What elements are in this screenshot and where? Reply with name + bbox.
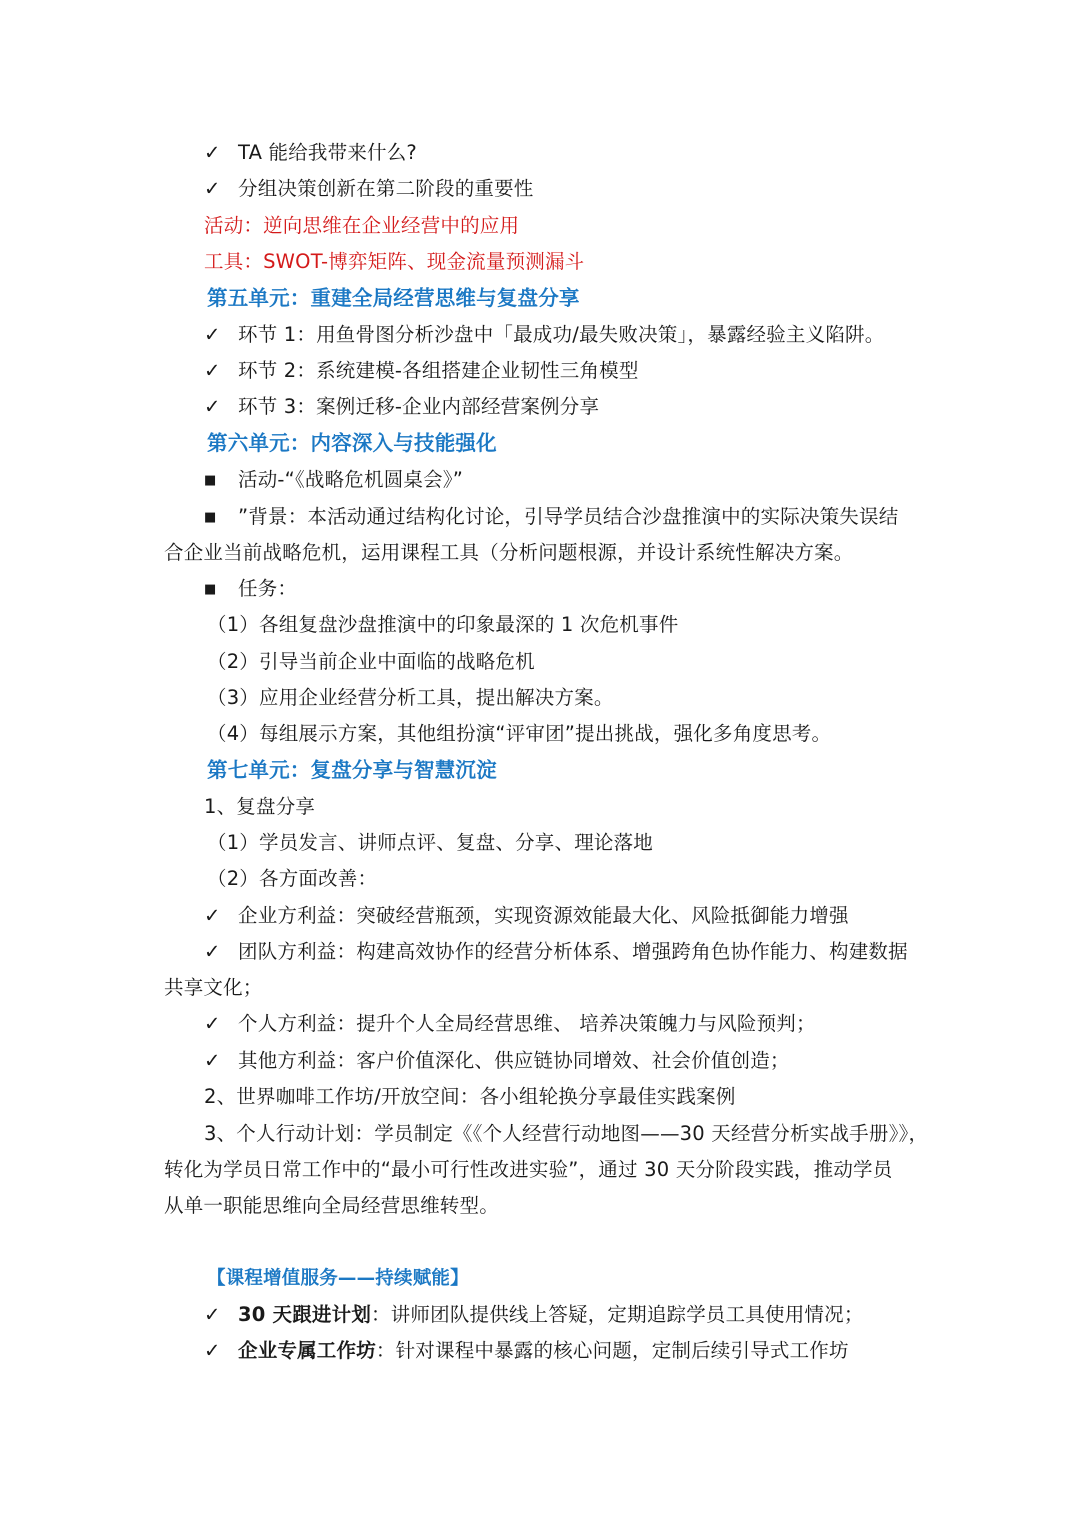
- section-item: 2、世界咖啡工作坊/开放空间：各小组轮换分享最佳实践案例: [204, 1085, 736, 1108]
- item-text: 企业方利益：突破经营瓶颈，实现资源效能最大化、风险抵御能力增强: [238, 904, 849, 927]
- task-item: （1）各组复盘沙盘推演中的印象最深的 1 次危机事件: [207, 613, 679, 636]
- item-text: 个人方利益：提升个人全局经营思维、 培养决策魄力与风险预判；: [238, 1012, 816, 1035]
- check-item: [204, 1011, 816, 1037]
- item-text: ”背景：本活动通过结构化讨论，引导学员结合沙盘推演中的实际决策失误结: [238, 505, 899, 528]
- item-text: 任务：: [238, 577, 298, 600]
- paragraph-continuation: 转化为学员日常工作中的“最小可行性改进实验”，通过 30 天分阶段实践，推动学员: [164, 1158, 893, 1181]
- item-text: 活动-“《战略危机圆桌会》”: [238, 468, 464, 491]
- square-item: [204, 504, 898, 531]
- square-bullet-icon: ■: [204, 510, 217, 525]
- check-mark-icon: ✓: [204, 359, 221, 382]
- paragraph-continuation: 从单一职能思维向全局经营思维转型。: [164, 1194, 499, 1217]
- task-item: （2）引导当前企业中面临的战略危机: [207, 650, 535, 673]
- item-text: 环节 3：案例迁移-企业内部经营案例分享: [238, 395, 600, 418]
- value-added-heading: 【课程增值服务——持续赋能】: [207, 1268, 469, 1289]
- check-mark-icon: ✓: [204, 323, 221, 346]
- item-text: TA 能给我带来什么?: [238, 141, 417, 164]
- check-mark-icon: ✓: [204, 1339, 221, 1362]
- square-bullet-icon: ■: [204, 473, 217, 488]
- check-item: [204, 140, 417, 166]
- item-text: 分组决策创新在第二阶段的重要性: [238, 177, 534, 200]
- check-mark-icon: ✓: [204, 177, 221, 200]
- check-item: [204, 176, 534, 202]
- unit-7-heading: 第七单元：复盘分享与智慧沉淀: [207, 758, 497, 782]
- activity-line: 活动：逆向思维在企业经营中的应用: [204, 214, 520, 237]
- check-item: [204, 1302, 864, 1328]
- item-bold-text: 企业专属工作坊: [238, 1339, 376, 1362]
- check-item: [204, 903, 849, 929]
- check-mark-icon: ✓: [204, 141, 221, 164]
- task-item: （4）每组展示方案，其他组扮演“评审团”提出挑战，强化多角度思考。: [207, 722, 832, 745]
- unit-6-heading: 第六单元：内容深入与技能强化: [207, 431, 497, 455]
- item-text: 团队方利益：构建高效协作的经营分析体系、增强跨角色协作能力、构建数据: [238, 940, 908, 963]
- tools-line: 工具：SWOT-博弈矩阵、现金流量预测漏斗: [204, 250, 585, 273]
- task-item: （1）学员发言、讲师点评、复盘、分享、理论落地: [207, 831, 654, 854]
- check-mark-icon: ✓: [204, 1049, 221, 1072]
- item-text: ：针对课程中暴露的核心问题，定制后续引导式工作坊: [375, 1339, 849, 1362]
- item-text: 其他方利益：客户价值深化、供应链协同增效、社会价值创造；: [238, 1049, 790, 1072]
- check-item: [204, 322, 884, 348]
- check-mark-icon: ✓: [204, 940, 221, 963]
- check-item: [204, 394, 599, 420]
- task-item: （3）应用企业经营分析工具，提出解决方案。: [207, 686, 614, 709]
- paragraph-continuation: 共享文化；: [164, 976, 263, 999]
- section-item: 3、个人行动计划：学员制定《《个人经营行动地图——30 天经营分析实战手册》》，: [204, 1122, 929, 1145]
- check-mark-icon: ✓: [204, 1303, 221, 1326]
- check-mark-icon: ✓: [204, 395, 221, 418]
- check-item: [204, 939, 908, 965]
- check-item: [204, 1338, 849, 1364]
- item-text: ：讲师团队提供线上答疑，定期追踪学员工具使用情况；: [371, 1303, 864, 1326]
- check-item: [204, 1048, 790, 1074]
- square-item: [204, 576, 297, 603]
- check-mark-icon: ✓: [204, 904, 221, 927]
- check-mark-icon: ✓: [204, 1012, 221, 1035]
- item-bold-text: 30 天跟进计划: [238, 1303, 372, 1326]
- task-item: （2）各方面改善：: [207, 867, 378, 890]
- square-item: [204, 467, 463, 494]
- section-item: 1、复盘分享: [204, 795, 316, 818]
- check-item: [204, 358, 639, 384]
- paragraph-continuation: 合企业当前战略危机，运用课程工具（分析问题根源，并设计系统性解决方案。: [164, 541, 854, 564]
- item-text: 环节 2：系统建模-各组搭建企业韧性三角模型: [238, 359, 639, 382]
- item-text: 环节 1：用鱼骨图分析沙盘中「最成功/最失败决策」，暴露经验主义陷阱。: [238, 323, 885, 346]
- unit-5-heading: 第五单元：重建全局经营思维与复盘分享: [207, 286, 580, 310]
- square-bullet-icon: ■: [204, 582, 217, 597]
